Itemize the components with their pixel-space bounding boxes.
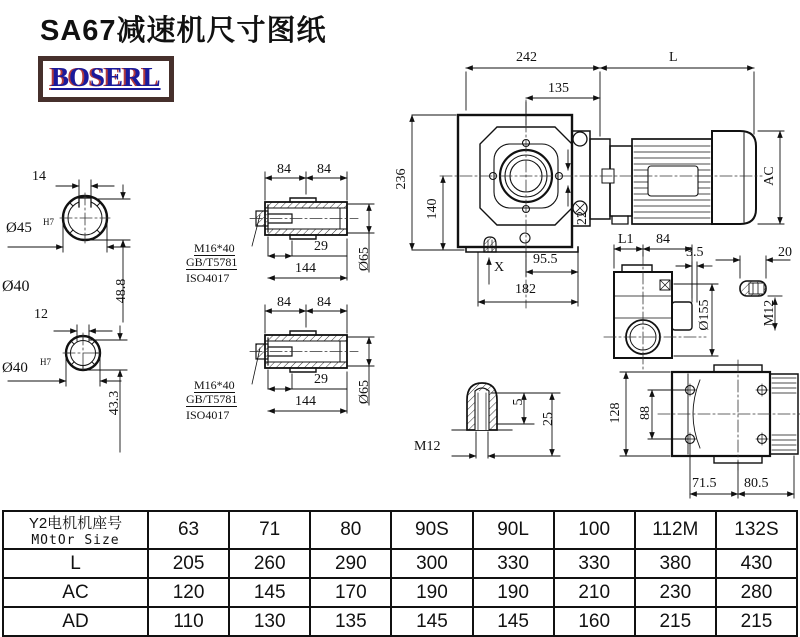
dim-88: 88 (638, 406, 653, 420)
dim-182: 182 (515, 282, 536, 297)
cell-AC-71: 145 (229, 578, 310, 607)
cell-AC-132S: 280 (716, 578, 797, 607)
size-col-112M: 112M (635, 511, 716, 549)
dim-25: 25 (541, 412, 556, 426)
dim-bore-40-tolerance: H7 (40, 357, 51, 367)
cell-AD-80: 135 (310, 607, 391, 636)
size-col-90S: 90S (391, 511, 472, 549)
row-label-AD: AD (3, 607, 148, 636)
dim-5: 5 (511, 398, 526, 406)
cell-L-132S: 430 (716, 549, 797, 578)
table-header-motor-size (3, 511, 148, 549)
fastener-iso-1: ISO4017 (186, 271, 230, 285)
cell-L-90S: 300 (391, 549, 472, 578)
output-shaft-end-view-45 (8, 180, 130, 322)
cell-AD-71: 130 (229, 607, 310, 636)
cell-AC-63: 120 (148, 578, 229, 607)
dim-144-1: 144 (295, 261, 316, 276)
cell-AD-90S: 145 (391, 607, 472, 636)
dim-84b-2: 84 (317, 295, 331, 310)
table-row-L (3, 549, 797, 578)
row-label-L: L (3, 549, 148, 578)
dim-M12-plug: M12 (414, 439, 441, 454)
dim-84a-1: 84 (277, 162, 291, 177)
cell-L-90L: 330 (473, 549, 554, 578)
cell-AC-90L: 190 (473, 578, 554, 607)
cell-L-71: 260 (229, 549, 310, 578)
fastener-spec-1: M16*40 (194, 241, 235, 255)
dim-80-5: 80.5 (744, 476, 769, 491)
dim-84b-1: 84 (317, 162, 331, 177)
table-header-row (3, 511, 797, 549)
dim-71-5: 71.5 (692, 476, 717, 491)
size-col-132S: 132S (716, 511, 797, 549)
dim-84-side: 84 (656, 232, 670, 247)
table-row-AC (3, 578, 797, 607)
cell-AD-90L: 145 (473, 607, 554, 636)
dim-144-2: 144 (295, 394, 316, 409)
cell-AD-100: 160 (554, 607, 635, 636)
gearbox-front-view (412, 68, 784, 308)
dim-L1: L1 (618, 232, 634, 247)
cell-AC-80: 170 (310, 578, 391, 607)
dim-84a-2: 84 (277, 295, 291, 310)
row-label-AC: AC (3, 578, 148, 607)
dim-dia155: Ø155 (697, 299, 712, 331)
size-col-100: 100 (554, 511, 635, 549)
dim-236: 236 (394, 168, 409, 190)
cell-L-100: 330 (554, 549, 635, 578)
dim-242: 242 (516, 50, 537, 65)
cell-L-63: 205 (148, 549, 229, 578)
detail-mark-X: X (494, 260, 505, 275)
size-col-90L: 90L (473, 511, 554, 549)
dim-20: 20 (778, 245, 792, 260)
page-title: SA67减速机尺寸图纸 (40, 15, 327, 47)
motor-dimension-table (2, 510, 798, 637)
dim-depth-48-8: 48.8 (114, 278, 129, 304)
table-header-cn: Y2电机机座号 (28, 515, 123, 532)
size-col-71: 71 (229, 511, 310, 549)
dim-3-5: 3.5 (686, 245, 704, 260)
dim-bore-40: Ø40 (2, 360, 28, 376)
size-col-63: 63 (148, 511, 229, 549)
dim-dia65-1: Ø65 (357, 246, 372, 272)
dim-bore-45: Ø45 (6, 220, 32, 236)
table-row-AD (3, 607, 797, 636)
dim-dia65-2: Ø65 (357, 379, 372, 405)
cell-AC-90S: 190 (391, 578, 472, 607)
cell-AD-132S: 215 (716, 607, 797, 636)
dim-L: L (669, 50, 678, 65)
dim-29-1: 29 (314, 239, 328, 254)
cell-AC-100: 210 (554, 578, 635, 607)
cell-AC-112M: 230 (635, 578, 716, 607)
dim-keyway-width-45: 14 (32, 169, 46, 184)
table-header-en: MOtOr Size (31, 533, 120, 548)
label-shaft-dia-40: Ø40 (2, 278, 30, 295)
dim-128: 128 (608, 402, 623, 424)
dim-135: 135 (548, 81, 569, 96)
cell-L-112M: 380 (635, 549, 716, 578)
cell-AD-63: 110 (148, 607, 229, 636)
cell-L-80: 290 (310, 549, 391, 578)
dim-keyway-width-40: 12 (34, 307, 48, 322)
dim-22: 22 (575, 211, 590, 225)
brand-logo: BOSERL (38, 56, 174, 102)
dim-140: 140 (425, 198, 440, 220)
dim-AC: AC (762, 166, 777, 186)
fastener-iso-2: ISO4017 (186, 408, 230, 422)
fastener-standard-1: GB/T5781 (186, 255, 238, 269)
dim-95-5: 95.5 (533, 252, 558, 267)
cell-AD-112M: 215 (635, 607, 716, 636)
dim-29-2: 29 (314, 372, 328, 387)
fastener-standard-2: GB/T5781 (186, 392, 238, 406)
dim-bore-45-tolerance: H7 (43, 217, 54, 227)
dim-depth-43-3: 43.3 (107, 390, 122, 416)
size-col-80: 80 (310, 511, 391, 549)
dim-M12-side: M12 (762, 299, 777, 327)
fastener-spec-2: M16*40 (194, 378, 235, 392)
